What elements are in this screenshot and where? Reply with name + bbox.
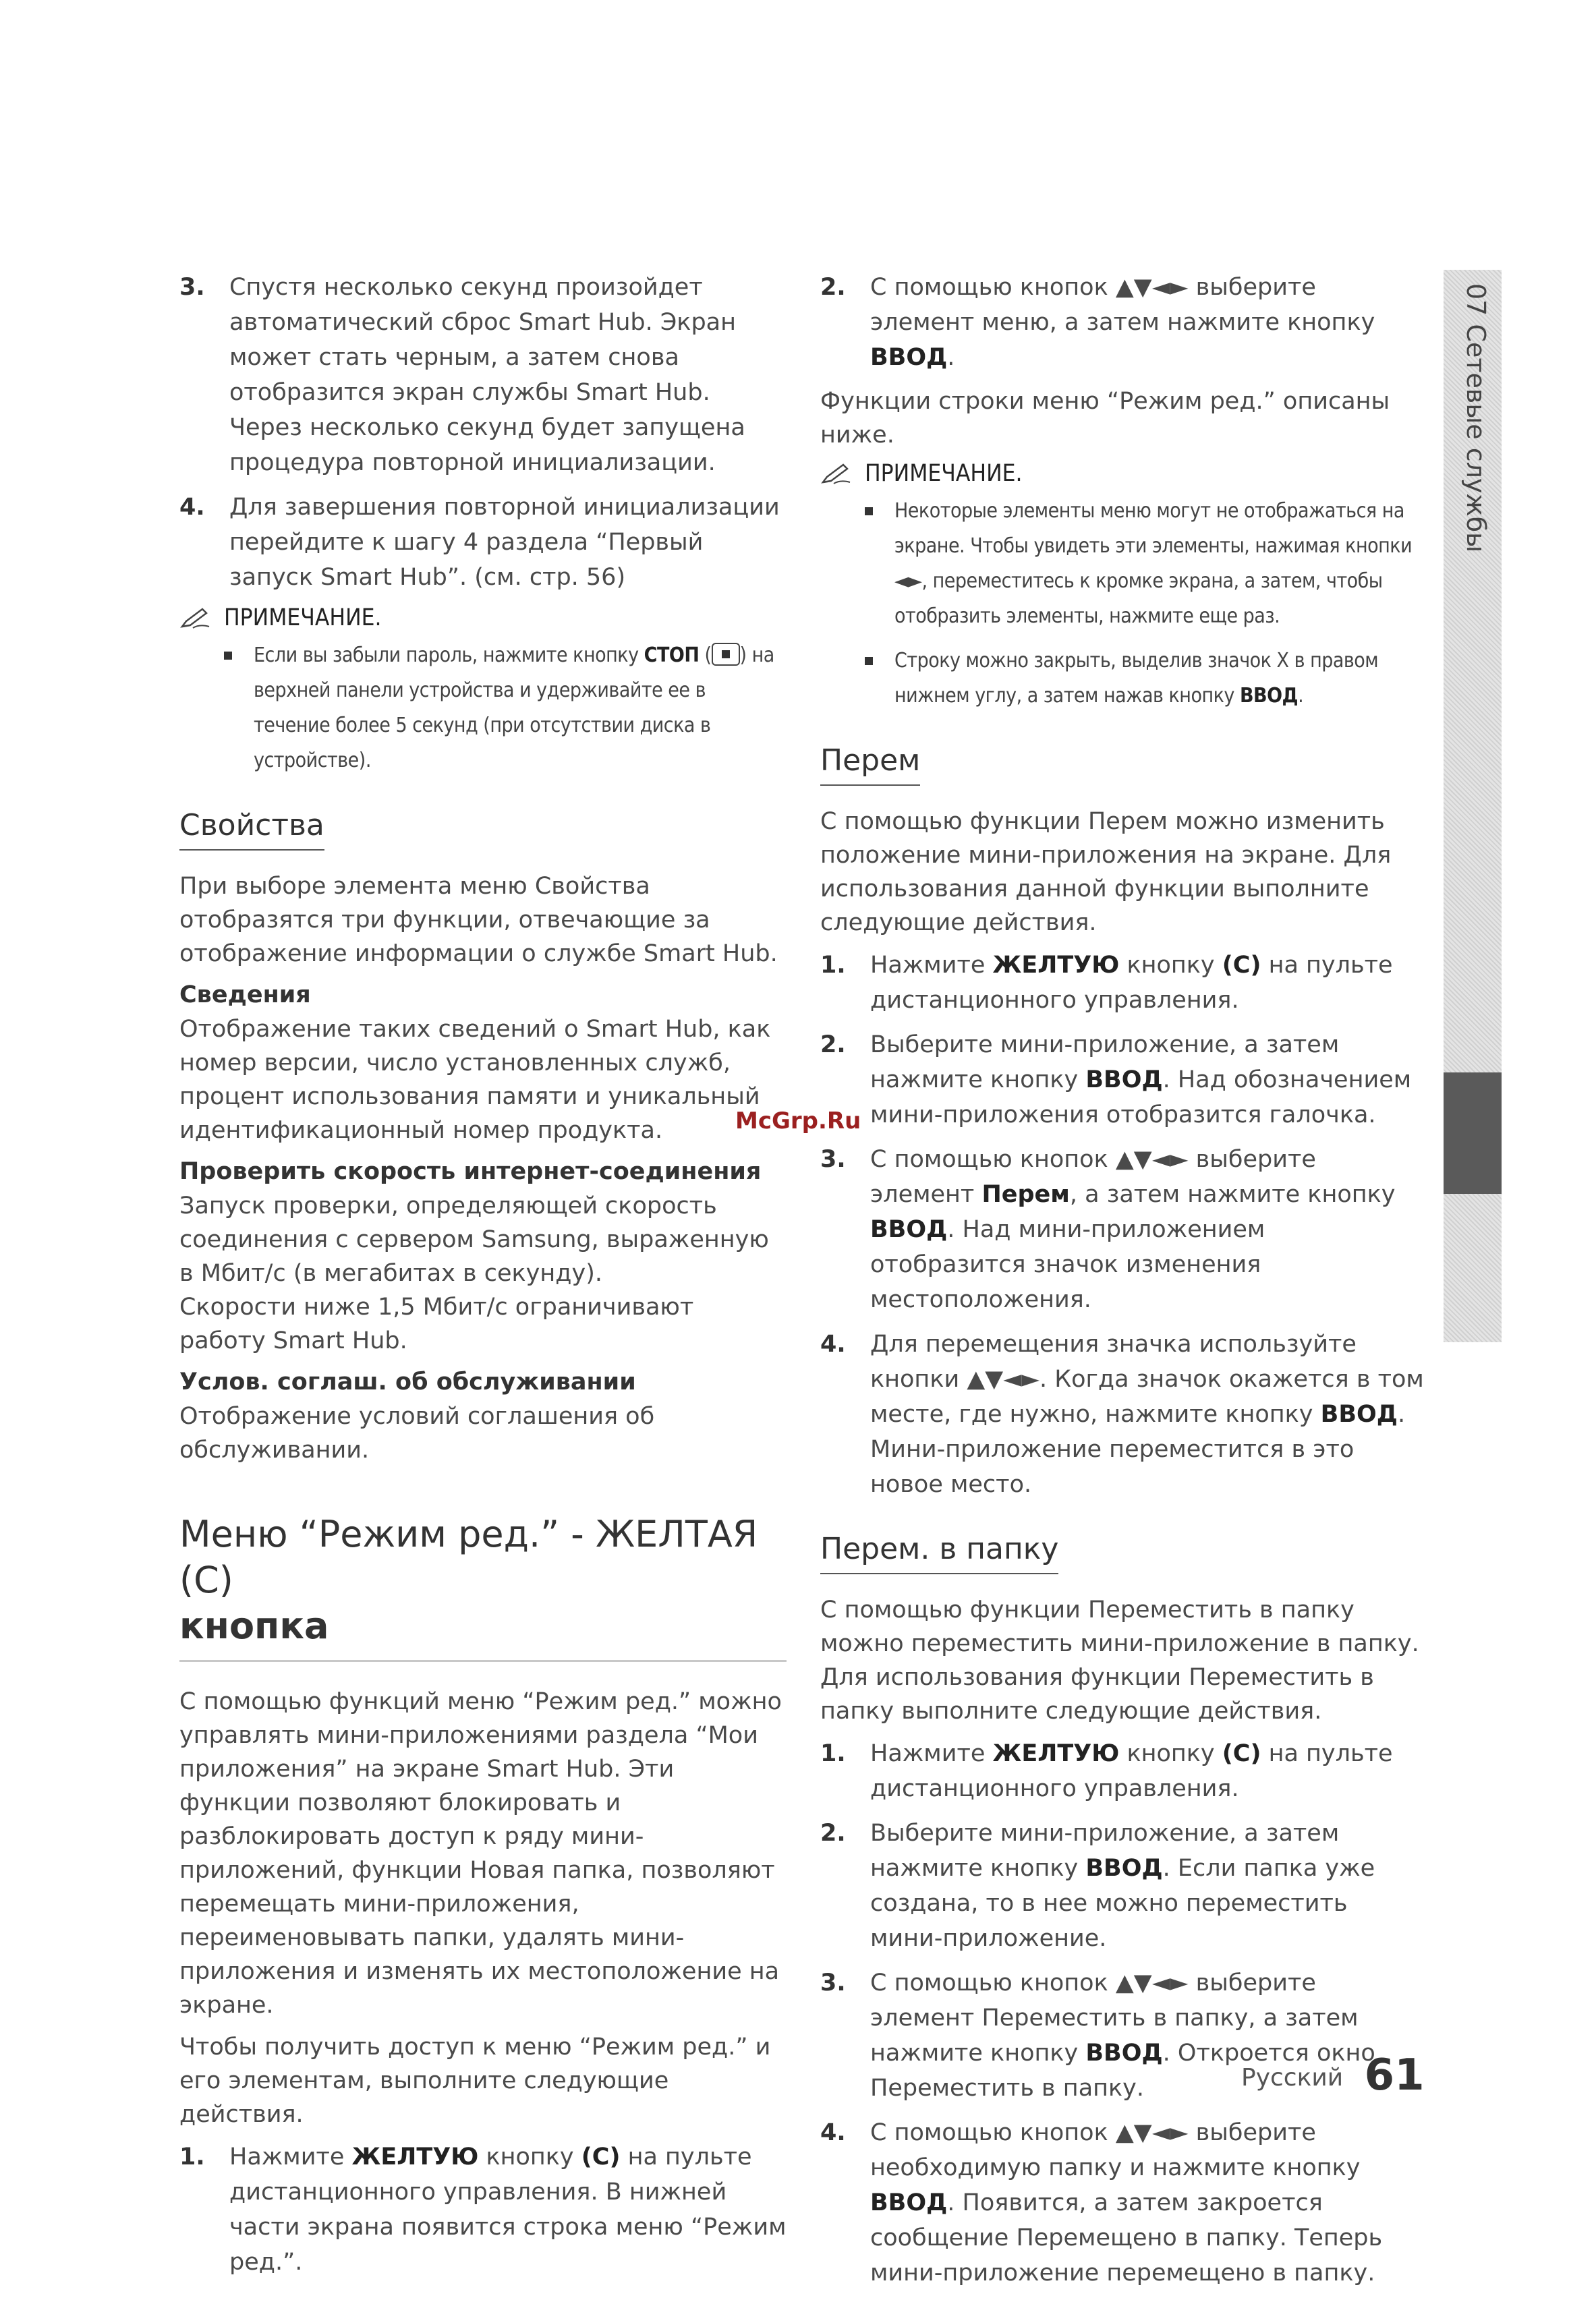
section-heading-move-to-folder: Перем. в папку — [820, 1532, 1058, 1574]
paragraph: С помощью функций меню “Режим ред.” можно управлять мини-приложениями раздела “Мои приложения” на экране Smart Hub. Эти функции позволяют блокировать и разблокировать доступ к ряду мини-приложений, функции Новая папка, позволяют перемещать мини-приложения, переименовывать папки, удалять мини-приложения и изменять их местоположение на экране. — [179, 1688, 782, 2019]
step-2: 2. С помощью кнопок ▲▼◄► выберите элемент меню, а затем нажмите кнопку ВВОД. — [820, 270, 1427, 375]
chapter-side-label: 07 Сетевые службы — [1461, 283, 1491, 553]
step-3: 3. С помощью кнопок ▲▼◄► выберите элемент Переместить в папку, а затем нажмите кнопку ВВОД. Откроется окно Переместить в папку. — [820, 1965, 1427, 2106]
pencil-note-icon — [179, 606, 212, 629]
subheading-terms: Услов. соглаш. об обслуживании — [179, 1369, 636, 1396]
step-number: 2. — [820, 1031, 846, 1058]
step-number: 3. — [820, 1146, 846, 1173]
paragraph: Отображение условий соглашения об обслуживании. — [179, 1403, 655, 1464]
paragraph: Чтобы получить доступ к меню “Режим ред.” и его элементам, выполните следующие действия. — [179, 2034, 771, 2128]
step-number: 1. — [820, 952, 846, 979]
section-heading-move: Перем — [820, 743, 920, 786]
note-item: Если вы забыли пароль, нажмите кнопку СТОП ( ) на верхней панели устройства и удерживайте ее в течение более 5 секунд (при отсутствии диска в устройстве). — [224, 638, 787, 778]
step-number: 1. — [179, 2144, 205, 2170]
paragraph: С помощью функции Перем можно изменить положение мини-приложения на экране. Для использования данной функции выполните следующие действия. — [820, 808, 1392, 936]
step-number: 4. — [820, 2119, 846, 2146]
watermark: McGrp.Ru — [735, 1108, 861, 1134]
subheading-info: Сведения — [179, 981, 311, 1008]
bullet-square-icon — [865, 507, 873, 515]
step-number: 4. — [179, 494, 205, 521]
paragraph: Отображение таких сведений о Smart Hub, как номер версии, число установленных служб, процент использования памяти и уникальный идентификационный номер продукта. — [179, 1016, 771, 1144]
section-heading-properties: Свойства — [179, 808, 324, 851]
chapter-side-marker — [1444, 1072, 1502, 1194]
footer-language: Русский — [1241, 2064, 1344, 2092]
step-1: 1. Нажмите ЖЕЛТУЮ кнопку (C) на пульте дистанционного управления. — [820, 948, 1427, 1018]
section-heading-edit-menu: Меню “Режим ред.” - ЖЕЛТАЯ (C) кнопка — [179, 1513, 758, 1647]
step-4: 4. С помощью кнопок ▲▼◄► выберите необходимую папку и нажмите кнопку ВВОД. Появится, а затем закроется сообщение Перемещено в папку. Теперь мини-приложение перемещено в папку. — [820, 2115, 1427, 2291]
paragraph: С помощью функции Переместить в папку можно переместить мини-приложение в папку. Для использования функции Переместить в папку выполните следующие действия. — [820, 1597, 1419, 1725]
step-number: 2. — [820, 274, 846, 301]
note-list — [865, 494, 1427, 714]
pencil-note-icon — [820, 462, 853, 485]
note-item: Некоторые элементы меню могут не отображаться на экране. Чтобы увидеть эти элементы, нажимая кнопки ◄►, переместитесь к кромке экрана, а затем, чтобы отобразить элементы, нажмите еще раз. — [865, 494, 1427, 634]
page-number: 61 — [1364, 2050, 1425, 2100]
step-number: 3. — [179, 274, 205, 301]
paragraph: Запуск проверки, определяющей скорость соединения с сервером Samsung, выраженную в Мбит/с (в мегабитах в секунду). — [179, 1192, 769, 1287]
note-list — [224, 638, 787, 778]
stop-button-icon — [712, 643, 740, 666]
bullet-square-icon — [224, 652, 232, 660]
note-title: ПРИМЕЧАНИЕ. — [865, 460, 1023, 487]
step-text: Спустя несколько секунд произойдет автоматический сброс Smart Hub. Экран может стать черным, а затем снова отобразится экран службы Smart Hub. Через несколько секунд будет запущена процедура повторной инициализации. — [229, 274, 745, 476]
step-number: 4. — [820, 1331, 846, 1358]
step-number: 3. — [820, 1970, 846, 1996]
step-number: 1. — [820, 1740, 846, 1767]
right-column — [820, 270, 1427, 2300]
note-item: Строку можно закрыть, выделив значок X в правом нижнем углу, а затем нажав кнопку ВВОД. — [865, 643, 1427, 714]
paragraph: Скорости ниже 1,5 Мбит/с ограничивают работу Smart Hub. — [179, 1294, 694, 1354]
step-text: Для завершения повторной инициализации перейдите к шагу 4 раздела “Первый запуск Smart Hub”. (см. стр. 56) — [229, 494, 780, 591]
step-1: 1. Нажмите ЖЕЛТУЮ кнопку (C) на пульте дистанционного управления. — [820, 1736, 1427, 1806]
note-heading — [820, 460, 1427, 487]
step-2: 2. Выберите мини-приложение, а затем нажмите кнопку ВВОД. Над обозначением мини-приложения отобразится галочка. — [820, 1027, 1427, 1132]
step-1: 1. Нажмите ЖЕЛТУЮ кнопку (C) на пульте дистанционного управления. В нижней части экрана появится строка меню “Режим ред.”. — [179, 2139, 787, 2280]
step-4: 4. Для перемещения значка используйте кнопки ▲▼◄►. Когда значок окажется в том месте, где нужно, нажмите кнопку ВВОД. Мини-приложение переместится в это новое место. — [820, 1327, 1427, 1502]
page-footer — [1241, 2050, 1425, 2100]
bullet-square-icon — [865, 657, 873, 665]
left-column — [179, 270, 787, 2289]
step-4 — [179, 490, 787, 595]
step-number: 2. — [820, 1820, 846, 1847]
paragraph: При выборе элемента меню Свойства отобразятся три функции, отвечающие за отображение информации о службе Smart Hub. — [179, 873, 778, 967]
paragraph: Функции строки меню “Режим ред.” описаны ниже. — [820, 388, 1390, 449]
heading-divider — [179, 1660, 787, 1662]
step-2: 2. Выберите мини-приложение, а затем нажмите кнопку ВВОД. Если папка уже создана, то в нее можно переместить мини-приложение. — [820, 1816, 1427, 1956]
subheading-speed: Проверить скорость интернет-соединения — [179, 1158, 762, 1185]
note-title: ПРИМЕЧАНИЕ. — [224, 604, 382, 631]
step-3: 3. С помощью кнопок ▲▼◄► выберите элемент Перем, а затем нажмите кнопку ВВОД. Над мини-приложением отобразится значок изменения местоположения. — [820, 1142, 1427, 1317]
step-3 — [179, 270, 787, 480]
note-heading — [179, 604, 787, 631]
